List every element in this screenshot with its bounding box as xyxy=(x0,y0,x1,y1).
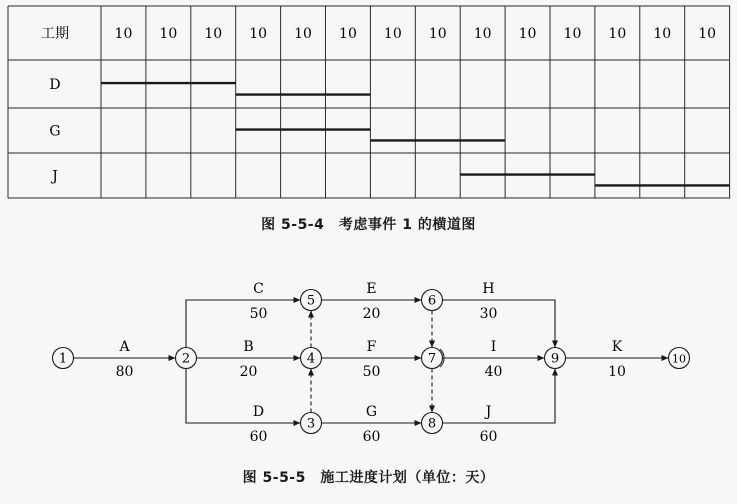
node-number: 10 xyxy=(672,352,686,366)
gantt-period-label: 10 xyxy=(159,26,178,42)
activity-label: K xyxy=(611,339,623,355)
node-number: 3 xyxy=(306,416,316,432)
gantt-period-label: 10 xyxy=(294,26,312,42)
gantt-period-label: 10 xyxy=(698,26,717,42)
activity-label: A xyxy=(119,339,130,355)
gantt-period-label: 10 xyxy=(204,26,223,42)
activity-label: I xyxy=(490,339,497,355)
activity-duration: 60 xyxy=(249,429,268,445)
node-number: 1 xyxy=(58,351,68,367)
activity-duration: 40 xyxy=(484,364,503,380)
gantt-period-label: 10 xyxy=(383,26,402,42)
gantt-row-label: D xyxy=(49,77,61,93)
activity-label: C xyxy=(253,281,264,297)
activity-label: B xyxy=(243,339,254,355)
network-diagram xyxy=(53,281,690,445)
gantt-period-label: 10 xyxy=(518,26,537,42)
gantt-period-label: 10 xyxy=(114,26,133,42)
gantt-period-label: 10 xyxy=(428,26,447,42)
activity-label: J xyxy=(485,404,492,420)
activity-label: E xyxy=(366,281,377,297)
network-caption: 图 5-5-5 施工进度计划（单位：天） xyxy=(242,470,495,486)
activity-duration: 50 xyxy=(362,364,381,380)
gantt-caption: 图 5-5-4 考虑事件 1 的横道图 xyxy=(261,217,476,233)
node-number: 6 xyxy=(427,293,437,309)
gantt-row-label: G xyxy=(49,123,61,140)
activity-duration: 10 xyxy=(608,364,626,380)
activity-duration: 20 xyxy=(362,306,381,322)
node-number: 5 xyxy=(306,293,316,309)
node-number: 4 xyxy=(306,351,316,367)
gantt-period-label: 10 xyxy=(249,26,268,42)
activity-label: F xyxy=(366,339,377,355)
activity-duration: 60 xyxy=(362,429,381,445)
activity-duration: 20 xyxy=(239,364,258,380)
gantt-period-label: 10 xyxy=(608,26,627,42)
gantt-period-label: 10 xyxy=(563,26,582,42)
node-number: 8 xyxy=(427,416,437,432)
activity-label: D xyxy=(252,404,265,420)
gantt-chart xyxy=(8,6,730,198)
activity-arrow-H xyxy=(443,300,556,348)
node-number: 2 xyxy=(181,351,191,367)
gantt-period-label: 10 xyxy=(653,26,672,42)
activity-duration: 50 xyxy=(249,306,268,322)
activity-duration: 60 xyxy=(479,429,498,445)
node-number: 9 xyxy=(550,351,560,367)
gantt-row-label: J xyxy=(52,168,58,185)
gantt-period-label: 10 xyxy=(339,26,357,42)
activity-duration: 80 xyxy=(115,364,134,380)
activity-label: G xyxy=(365,404,378,420)
gantt-header-label: 工期 xyxy=(41,26,69,42)
node-number: 7 xyxy=(427,351,437,367)
activity-label: H xyxy=(482,281,495,297)
gantt-period-label: 10 xyxy=(473,26,492,42)
activity-duration: 30 xyxy=(479,306,498,322)
